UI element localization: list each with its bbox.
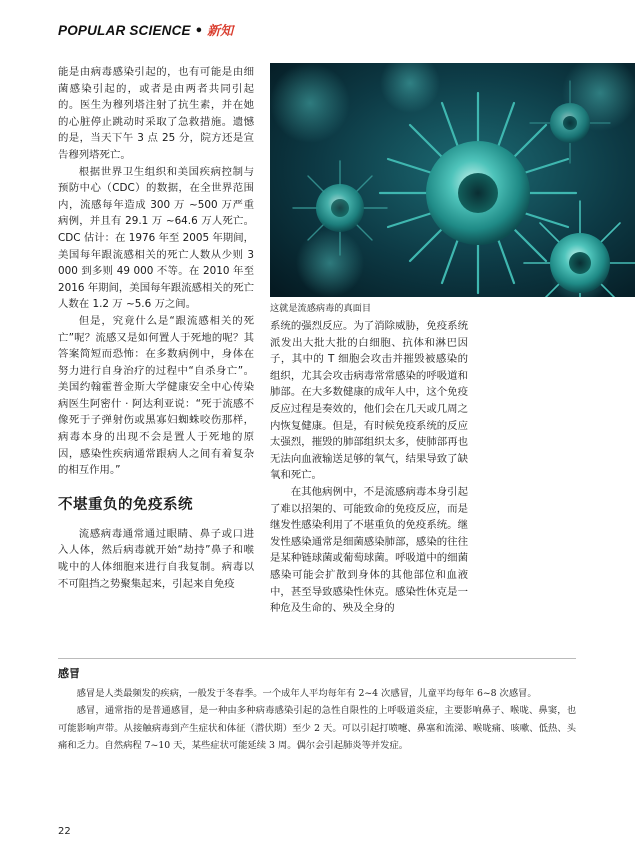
info-box-paragraph: 感冒，通常指的是普通感冒，是一种由多种病毒感染引起的急性自限性的上呼吸道炎症，主要影响鼻子、喉咙、鼻窦，也可能影响声带。从接触病毒到产生症状和体征（潜伏期）至少 2 天。可以引起打喷嚏、鼻塞和流涕、喉咙痛、咳嗽、低热、头痛和乏力。自然病程 7~10 天，某些症状可能延续 3 周。偶尔会引起肺炎等并发症。 [58, 705, 576, 752]
info-box-cold [58, 658, 576, 755]
body-paragraph: 系统的强烈反应。为了消除威胁，免疫系统派发出大批大批的白细胞、抗体和淋巴因子，其中的 T 细胞会攻击并摧毁被感染的组织，尤其会攻击病毒常常感染的呼吸道和肺部。在大多数健康的成年人中，这个免疫反应过程是奏效的，他们会在几天或几周之内恢复健康。但是，有时候免疫系统的反应太强烈，摧毁的肺部组织太多，使肺部再也无法向血液输送足够的氧气，结果导致了缺氧和死亡。 [270, 320, 468, 482]
page-number: 22 [58, 826, 71, 837]
body-paragraph: 能是由病毒感染引起的，也有可能是由细菌感染引起的，或者是由两者共同引起的。医生为穆列塔注射了抗生素，并在她的心脏停止跳动时采取了急救措施。遗憾的是，当天下午 3 点 25 分，院方还是宣告穆列塔死亡。 [58, 66, 254, 161]
right-column [270, 318, 468, 617]
body-paragraph: 流感病毒通常通过眼睛、鼻子或口进入人体，然后病毒就开始“劫持”鼻子和喉咙中的人体细胞来进行自我复制。病毒以不可阻挡之势聚集起来，引起来自免疫 [58, 527, 254, 590]
body-paragraph: 但是，究竟什么是“跟流感相关的死亡”呢？流感又是如何置人于死地的呢？其答案简短而恐怖：在多数病例中，身体在努力进行自身治疗的过程中“自杀身亡”。美国约翰霍普金斯大学健康安全中心传染病医生阿密什 · 阿达利亚说：“死于流感不像死于子弹射伤或黑寡妇蜘蛛咬伤那样，病毒本身的出现不会是置人于死地的原因，感染性疾病通常跟病人之间有着复杂的相互作用。” [58, 314, 254, 477]
body-paragraph: 在其他病例中，不是流感病毒本身引起了难以招架的、可能致命的免疫反应，而是继发性感染利用了不堪重负的免疫系统。继发性感染通常是细菌感染肺部，感染的往往是某种链球菌或葡萄球菌。呼吸道中的细菌感染可能会扩散到身体的其他部位和血液中，甚至导致感染性休克。感染性休克是一种危及生命的、殃及全身的 [270, 485, 468, 615]
body-paragraph: 根据世界卫生组织和美国疾病控制与预防中心（CDC）的数据，在全世界范围内，流感每年造成 300 万 ~500 万严重病例，并且有 29.1 万 ~64.6 万人死亡。CDC 估计：在 1976 年至 2005 年期间，美国每年跟流感相关的死亡人数从少则 3 000 到多则 49 000 不等。在 2010 年至 2016 年期间，美国每年跟流感相关的死亡人数在 1.2 万 ~5.6 万之间。 [58, 165, 254, 311]
virus-illustration [270, 63, 635, 297]
info-box-title: 感冒 [58, 667, 80, 680]
left-column [58, 64, 254, 592]
section-heading: 不堪重负的免疫系统 [58, 496, 193, 513]
section-title: 新知 [207, 24, 234, 39]
virus-image [270, 63, 635, 297]
info-box-paragraph: 感冒是人类最频发的疾病，一般发于冬春季。一个成年人平均每年有 2~4 次感冒，儿童平均每年 6~8 次感冒。 [76, 688, 537, 699]
figure-caption: 这就是流感病毒的真面目 [270, 303, 372, 314]
magazine-header [58, 20, 233, 40]
header-separator: • [194, 24, 204, 39]
brand-title: POPULAR SCIENCE [58, 23, 191, 38]
